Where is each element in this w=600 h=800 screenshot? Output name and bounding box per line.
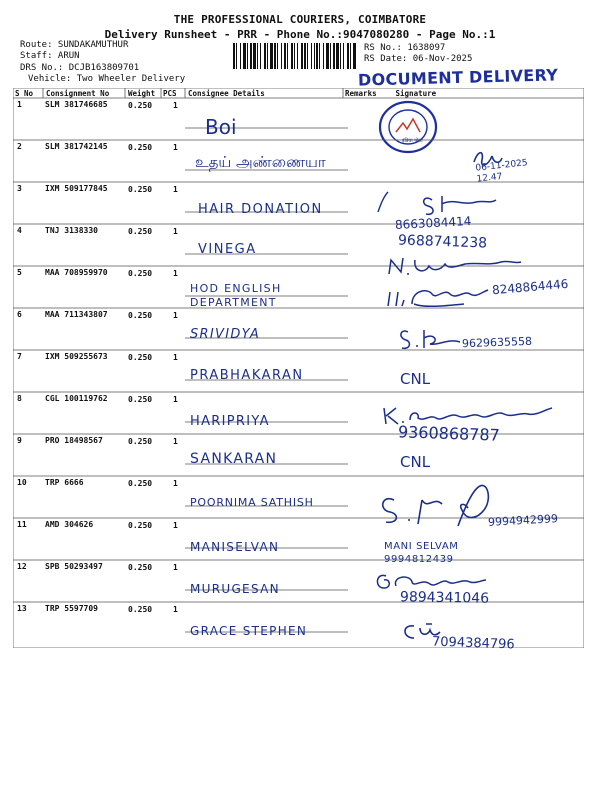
barcode-bar bbox=[323, 43, 324, 69]
serial-number: 6 bbox=[17, 310, 22, 319]
consignee-name: HAIR DONATION bbox=[198, 202, 323, 217]
serial-number: 4 bbox=[17, 226, 22, 235]
consignee-name: Boi bbox=[205, 115, 237, 139]
serial-number: 1 bbox=[17, 100, 22, 109]
remark-text: MANI SELVAM 9994812439 bbox=[384, 541, 459, 565]
column-header: Consignment No bbox=[46, 89, 110, 98]
consignee-name: MURUGESAN bbox=[190, 582, 280, 596]
seal-label: इंडिया पोस्ट bbox=[402, 138, 423, 144]
barcode-bar bbox=[326, 43, 329, 69]
consignment-number: IXM 509177845 bbox=[45, 184, 108, 193]
remark-text: CNL bbox=[400, 453, 431, 471]
pcs-value: 1 bbox=[173, 605, 178, 614]
barcode-bar bbox=[270, 43, 273, 69]
consignment-number: TRP 6666 bbox=[45, 478, 84, 487]
pcs-value: 1 bbox=[173, 143, 178, 152]
serial-number: 11 bbox=[17, 520, 27, 529]
runsheet-title: Delivery Runsheet - PRR - Phone No.:9047080280 - Page No.:1 bbox=[104, 28, 496, 41]
barcode-bar bbox=[274, 43, 276, 69]
weight-value: 0.250 bbox=[128, 437, 153, 446]
consignment-number: MAA 711343807 bbox=[45, 310, 108, 319]
signature-scribble-icon bbox=[398, 620, 444, 642]
serial-number: 3 bbox=[17, 184, 22, 193]
barcode-bar bbox=[284, 43, 286, 69]
route-label: Route: SUNDAKAMUTHUR bbox=[20, 40, 129, 50]
drs-label: DRS No.: DCJB163809701 bbox=[20, 63, 140, 73]
remark-text: 9360868787 bbox=[397, 422, 501, 445]
barcode-bar bbox=[316, 43, 318, 69]
barcode-bar bbox=[340, 43, 341, 69]
barcode-bar bbox=[307, 43, 308, 69]
consignment-number: TRP 5597709 bbox=[45, 604, 98, 613]
pcs-value: 1 bbox=[173, 353, 178, 362]
barcode-bar bbox=[233, 43, 235, 69]
remark-text: 06-11-2025 12.47 bbox=[475, 158, 529, 185]
consignee-name: உதய் அண்ணையா bbox=[195, 153, 326, 171]
pcs-value: 1 bbox=[173, 437, 178, 446]
barcode-bar bbox=[287, 43, 288, 69]
rs-date-label: RS Date: 06-Nov-2025 bbox=[364, 54, 473, 64]
barcode-bar bbox=[347, 43, 349, 69]
column-header: Consignee Details bbox=[188, 89, 265, 98]
consignment-number: IXM 509255673 bbox=[45, 352, 108, 361]
weight-value: 0.250 bbox=[128, 563, 153, 572]
signature-scribble-icon bbox=[385, 252, 525, 278]
serial-number: 5 bbox=[17, 268, 22, 277]
barcode-bar bbox=[350, 43, 351, 69]
consignee-name: GRACE STEPHEN bbox=[190, 624, 308, 638]
company-title: THE PROFESSIONAL COURIERS, COIMBATORE bbox=[173, 13, 427, 26]
barcode-bar bbox=[257, 43, 258, 69]
barcode-bar bbox=[353, 43, 356, 69]
barcode-bar bbox=[267, 43, 268, 69]
barcode-bar bbox=[243, 43, 246, 69]
barcode-bar bbox=[314, 43, 315, 69]
signature-scribble-icon bbox=[372, 190, 502, 218]
serial-number: 8 bbox=[17, 394, 22, 403]
serial-number: 2 bbox=[17, 142, 22, 151]
weight-value: 0.250 bbox=[128, 521, 153, 530]
remark-text: 7094384796 bbox=[431, 634, 515, 653]
pcs-value: 1 bbox=[173, 311, 178, 320]
remark-text: CNL bbox=[400, 370, 431, 388]
consignment-number: AMD 304626 bbox=[45, 520, 94, 529]
signature-scribble-icon bbox=[384, 282, 496, 312]
pcs-value: 1 bbox=[173, 563, 178, 572]
barcode-bar bbox=[343, 43, 344, 69]
weight-value: 0.250 bbox=[128, 269, 153, 278]
weight-value: 0.250 bbox=[128, 185, 153, 194]
consignee-name: SRIVIDYA bbox=[190, 327, 261, 342]
vehicle-label: Vehicle: Two Wheeler Delivery bbox=[28, 74, 186, 84]
barcode-bar bbox=[240, 43, 241, 69]
consignment-number: TNJ 3138330 bbox=[45, 226, 98, 235]
weight-value: 0.250 bbox=[128, 101, 153, 110]
rs-no-label: RS No.: 1638097 bbox=[364, 43, 446, 53]
serial-number: 12 bbox=[17, 562, 27, 571]
barcode-bar bbox=[247, 43, 248, 69]
signature-scribble-icon bbox=[372, 480, 500, 530]
consignment-number: SLM 381742145 bbox=[45, 142, 108, 151]
pcs-value: 1 bbox=[173, 521, 178, 530]
weight-value: 0.250 bbox=[128, 605, 153, 614]
serial-number: 13 bbox=[17, 604, 27, 613]
barcode-bar bbox=[260, 43, 261, 69]
pcs-value: 1 bbox=[173, 227, 178, 236]
pcs-value: 1 bbox=[173, 395, 178, 404]
document-delivery-stamp: DOCUMENT DELIVERY bbox=[357, 65, 559, 90]
consignment-number: MAA 708959970 bbox=[45, 268, 108, 277]
serial-number: 9 bbox=[17, 436, 22, 445]
consignee-name: HOD ENGLISH DEPARTMENT bbox=[190, 282, 282, 309]
remark-text: 8663084414 bbox=[394, 214, 472, 232]
weight-value: 0.250 bbox=[128, 479, 153, 488]
column-header: Remarks bbox=[345, 89, 377, 98]
serial-number: 7 bbox=[17, 352, 22, 361]
remark-text: 8248864446 bbox=[491, 276, 569, 298]
pcs-value: 1 bbox=[173, 185, 178, 194]
barcode bbox=[233, 43, 359, 69]
column-header: Signature bbox=[391, 89, 437, 98]
barcode-bar bbox=[281, 43, 282, 69]
barcode-bar bbox=[330, 43, 331, 69]
barcode-bar bbox=[250, 43, 252, 69]
signature-scribble-icon bbox=[394, 324, 464, 352]
signature-scribble-icon bbox=[470, 148, 520, 170]
consignment-number: PRO 18498567 bbox=[45, 436, 103, 445]
consignee-name: SANKARAN bbox=[190, 451, 278, 467]
staff-label: Staff: ARUN bbox=[20, 51, 80, 61]
weight-value: 0.250 bbox=[128, 143, 153, 152]
consignee-name: POORNIMA SATHISH bbox=[190, 496, 314, 509]
barcode-bar bbox=[253, 43, 256, 69]
signature-scribble-icon bbox=[380, 402, 560, 428]
serial-number: 10 bbox=[17, 478, 27, 487]
consignee-name: HARIPRIYA bbox=[190, 414, 270, 429]
consignment-number: SLM 381746685 bbox=[45, 100, 108, 109]
barcode-bar bbox=[311, 43, 312, 69]
weight-value: 0.250 bbox=[128, 353, 153, 362]
signature-scribble-icon bbox=[370, 570, 490, 592]
barcode-bar bbox=[301, 43, 303, 69]
barcode-bar bbox=[319, 43, 320, 69]
barcode-bar bbox=[277, 43, 278, 69]
barcode-bar bbox=[297, 43, 298, 69]
column-header: S No bbox=[15, 89, 34, 98]
weight-value: 0.250 bbox=[128, 395, 153, 404]
barcode-bar bbox=[291, 43, 293, 69]
column-header: Weight bbox=[128, 89, 156, 98]
column-header: PCS bbox=[163, 89, 177, 98]
barcode-bar bbox=[294, 43, 295, 69]
remark-text: 9894341046 bbox=[399, 589, 490, 607]
consignee-name: MANISELVAN bbox=[190, 540, 280, 554]
pcs-value: 1 bbox=[173, 479, 178, 488]
consignment-number: CGL 100119762 bbox=[45, 394, 108, 403]
barcode-bar bbox=[236, 43, 237, 69]
consignee-name: PRABHAKARAN bbox=[190, 368, 304, 383]
barcode-bar bbox=[304, 43, 306, 69]
consignee-name: VINEGA bbox=[198, 242, 257, 257]
remark-text: 9688741238 bbox=[397, 232, 488, 252]
remark-text: 9629635558 bbox=[461, 334, 533, 351]
barcode-bar bbox=[336, 43, 339, 69]
remark-text: 9994942999 bbox=[487, 512, 559, 529]
weight-value: 0.250 bbox=[128, 227, 153, 236]
pcs-value: 1 bbox=[173, 269, 178, 278]
pcs-value: 1 bbox=[173, 101, 178, 110]
weight-value: 0.250 bbox=[128, 311, 153, 320]
barcode-bar bbox=[264, 43, 266, 69]
consignment-number: SPB 50293497 bbox=[45, 562, 103, 571]
barcode-bar bbox=[333, 43, 335, 69]
